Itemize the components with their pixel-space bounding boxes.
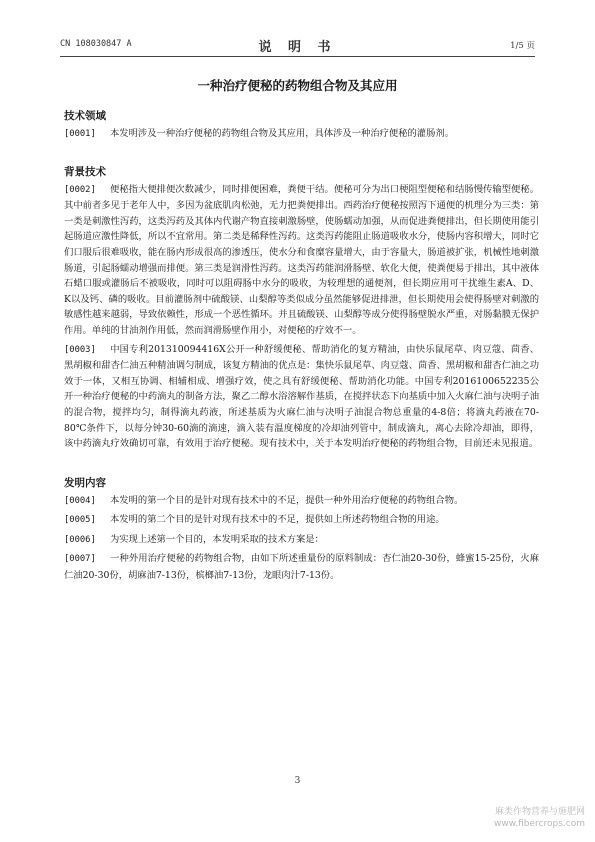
paragraph-0003 <box>64 342 539 452</box>
paragraph-text: 本发明的第二个目的是针对现有技术中的不足，提供如上所述药物组合物的用途。 <box>110 514 445 526</box>
paragraph-0002 <box>64 182 539 339</box>
section-heading-technical-field: 技术领域 <box>64 110 106 122</box>
page-header <box>60 36 535 54</box>
paragraph-number: [0007] <box>64 554 96 565</box>
patent-id: CN 108030847 A <box>60 39 132 49</box>
section-heading-background: 背景技术 <box>64 165 106 178</box>
paragraph-number: [0003] <box>64 344 96 355</box>
watermark-title: 麻类作物营养与施肥网 <box>494 807 585 817</box>
doc-type: 说 明 书 <box>258 40 337 55</box>
paragraph-0004 <box>64 493 539 510</box>
paragraph-number: [0004] <box>64 495 96 506</box>
paragraph-text: 一种外用治疗便秘的药物组合物，由如下所述重量份的原料制成：杏仁油20-30份，蜂蜜15-25份，火麻仁油20-30份，胡麻油7-13份，槟榔油7-13份，龙眼肉汁7-13份。 <box>64 553 539 582</box>
paragraph-text: 本发明涉及一种治疗便秘的药物组合物及其应用，具体涉及一种治疗便秘的灌肠剂。 <box>110 128 454 139</box>
paragraph-text: 本发明的第一个目的是针对现有技术中的不足，提供一种外用治疗便秘的药物组合物。 <box>110 494 464 506</box>
paragraph-0001 <box>64 126 539 143</box>
page-info: 1/5 页 <box>510 41 535 51</box>
paragraph-number: [0006] <box>64 534 96 545</box>
paragraph-number: [0002] <box>64 184 96 195</box>
paragraph-0006 <box>64 532 539 549</box>
header-divider <box>60 56 535 57</box>
paragraph-0005 <box>64 512 539 529</box>
paragraph-text: 便秘指大便排便次数减少，同时排便困难，粪便干结。便秘可分为出口梗阻型便秘和结肠慢传输型便秘。其中前者多见于老年人中，多因为盆底肌肉松弛，无力把粪便排出。西药治疗便秘按照泻下通便的机理分为三类：第一类是刺激性泻药，这类泻药及其体内代谢产物直接刺激肠壁，使肠蠕动加强，从而促进粪便排出，但长期使用能引起肠道应激性降低，所以不宜常用。第二类是稀释性泻药。这类泻药能阻止肠道吸收水分，使肠内容积增大，同时它们口服后很难吸收，能在肠内形成很高的渗透压，使水分和食糜容量增大，由于容量大，肠道被扩张，机械性地刺激肠道，引起肠蠕动增强而排便。第三类是润滑性泻药。这类泻药能润滑肠壁、软化大便，使粪便易于排出，其中液体石蜡口服或灌肠后不被吸收，同时可以阻碍肠中水分的吸收，为较理想的通便剂，但长期应用可干扰维生素A、D、K以及钙、磷的吸收。目前灌肠剂中硫酸镁、山梨醇等类似成分虽然能够促进排泄，但长期使用会使得肠壁对刺激的敏感性越来越弱，导致依赖性，形成一个恶性循环。并且硫酸镁、山梨醇等成分使得肠壁脱水严重，对肠黏膜无保护作用。单纯的甘油剂作用低，然而润滑肠壁作用小，对便秘的疗效不一。 <box>64 183 539 336</box>
section-heading-invention-content: 发明内容 <box>64 476 106 489</box>
document-body <box>64 108 539 587</box>
paragraph-text: 为实现上述第一个目的，本发明采取的技术方案是： <box>110 533 324 545</box>
paragraph-number: [0005] <box>64 515 96 526</box>
paragraph-0007 <box>64 551 539 583</box>
page-number: 3 <box>294 776 301 786</box>
document-title: 一种治疗便秘的药物组合物及其应用 <box>197 78 398 93</box>
paragraph-number: [0001] <box>64 129 96 139</box>
paragraph-text: 中国专利201310094416X公开一种舒缓便秘、帮助消化的复方精油，由快乐鼠尾草、肉豆蔻、茴香、黑胡椒和甜杏仁油五种精油调匀制成，该复方精油的优点是：集快乐鼠尾草、肉豆蔻、茴香、黑胡椒和甜杏仁油之功效于一体，又相互协调、相辅相成、增强疗效，使之具有舒缓便秘、帮助消化功能。中国专利2016100652235公开一种治疗便秘的中药滴丸的制备方法，聚乙二醇水浴溶解作基质，在搅拌状态下向基质中加入火麻仁油与决明子油的混合物，搅拌均匀，制得滴丸药液，所述基质为火麻仁油与决明子油混合物总重量的4-8倍；将滴丸药液在70-80℃条件下，以每分钟30-60滴的滴速，滴入装有温度梯度的冷却油列管中，制成滴丸，离心去除冷却油，即得，该中药滴丸疗效确切可靠，有效用于治疗便秘。现有技术中，关于本发明治疗便秘的药物组合物，目前还未见报道。 <box>64 343 539 450</box>
site-watermark <box>494 806 585 830</box>
watermark-url: www.fibercrops.com <box>494 819 585 829</box>
